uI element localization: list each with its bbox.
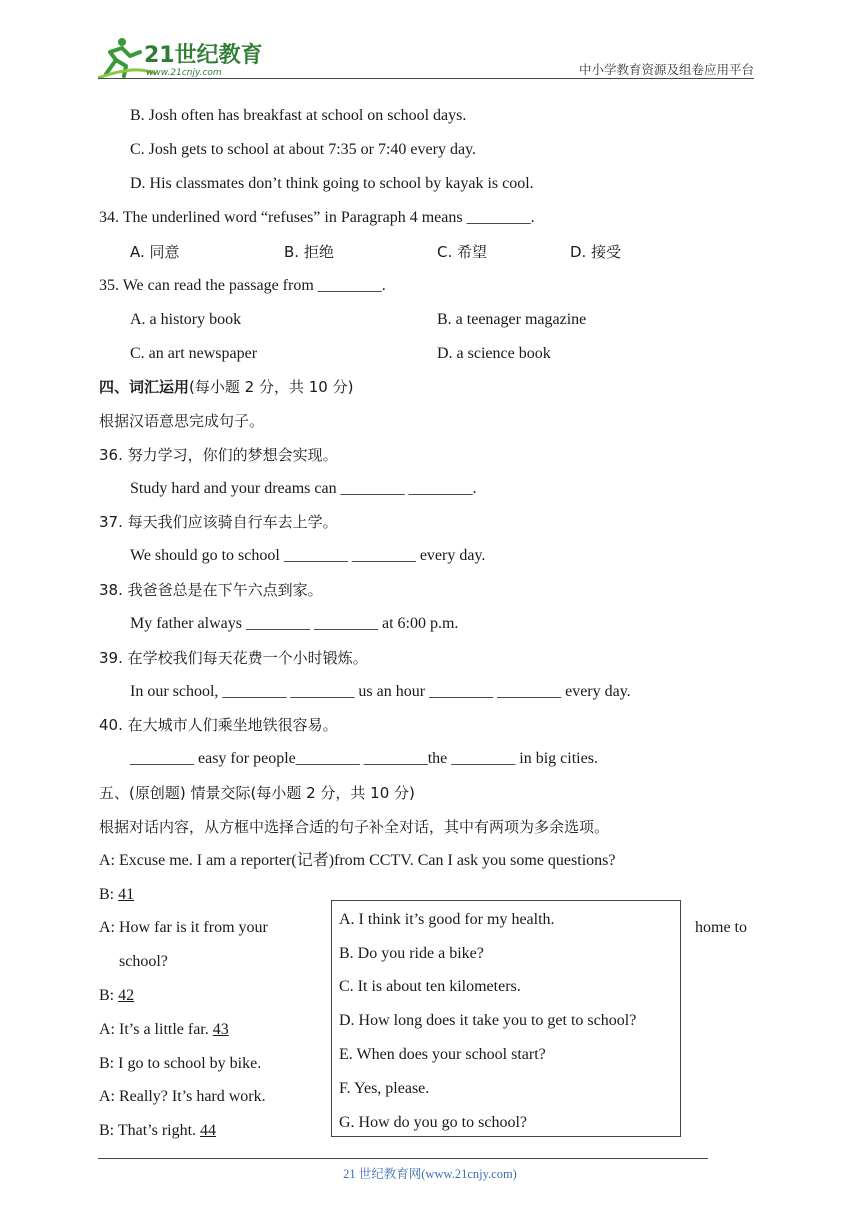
q36-english: Study hard and your dreams can ________ ________. <box>130 480 477 497</box>
dialogue-line-2 <box>99 885 134 905</box>
dialogue-text: B: That’s right. <box>99 1122 201 1139</box>
header-platform-text: 中小学教育资源及组卷应用平台 <box>578 62 754 77</box>
q35-option-a: A. a history book <box>130 311 242 328</box>
dialogue-line-6 <box>99 1020 229 1040</box>
logo-text: 21世纪教育 <box>144 43 263 68</box>
section4-score: (每小题 2 分，共 10 分) <box>189 378 354 396</box>
q36-chinese: 36. 努力学习，你们的梦想会实现。 <box>99 446 338 464</box>
option-c: C. It is about ten kilometers. <box>339 978 521 995</box>
dialogue-speaker: B: <box>99 987 119 1004</box>
q40-english: ________ easy for people________ ________the ________ in big cities. <box>130 750 598 767</box>
q34-option-b: B. 拒绝 <box>284 243 334 261</box>
option-a: A. I think it’s good for my health. <box>339 911 555 928</box>
section4-instruction: 根据汉语意思完成句子。 <box>99 412 265 430</box>
section5-title: 五、(原创题) 情景交际(每小题 2 分，共 10 分) <box>99 784 415 802</box>
q35-option-c: C. an art newspaper <box>130 345 258 362</box>
dialogue-line-5 <box>99 986 134 1006</box>
section4-title: 四、词汇运用 <box>99 378 190 396</box>
q37-chinese: 37. 每天我们应该骑自行车去上学。 <box>99 513 338 531</box>
option-b: B. Do you ride a bike? <box>339 945 484 962</box>
q34-option-c: C. 希望 <box>437 243 488 261</box>
blank-41: 41 <box>118 886 135 903</box>
q35-option-d: D. a science book <box>437 345 551 362</box>
q35-stem: 35. We can read the passage from ________. <box>99 277 386 294</box>
option-f: F. Yes, please. <box>339 1080 430 1097</box>
dialogue-line-8: A: Really? It’s hard work. <box>99 1088 266 1105</box>
dialogue-line-1: A: Excuse me. I am a reporter(记者)from CCTV. Can I ask you some questions? <box>99 852 616 869</box>
q40-chinese: 40. 在大城市人们乘坐地铁很容易。 <box>99 716 338 734</box>
q33-option-b: B. Josh often has breakfast at school on school days. <box>130 107 467 124</box>
q33-option-d: D. His classmates don’t think going to school by kayak is cool. <box>130 175 534 192</box>
q37-english: We should go to school ________ ________ every day. <box>130 547 486 564</box>
dialogue-line-9 <box>99 1121 216 1141</box>
q34-option-d: D. 接受 <box>570 243 622 261</box>
section4-heading <box>99 377 353 397</box>
q34-option-a: A. 同意 <box>130 243 180 261</box>
q33-option-c: C. Josh gets to school at about 7:35 or 7:40 every day. <box>130 141 477 158</box>
dialogue-text: A: It’s a little far. <box>99 1021 213 1038</box>
dialogue-line-7: B: I go to school by bike. <box>99 1055 262 1072</box>
q39-english: In our school, ________ ________ us an hour ________ ________ every day. <box>130 683 631 700</box>
q38-english: My father always ________ ________ at 6:00 p.m. <box>130 615 459 632</box>
option-e: E. When does your school start? <box>339 1046 546 1063</box>
q38-chinese: 38. 我爸爸总是在下午六点到家。 <box>99 581 323 599</box>
footer-text: 21 世纪教育网(www.21cnjy.com) <box>343 1167 517 1181</box>
blank-42: 42 <box>118 987 135 1004</box>
site-logo <box>96 34 266 80</box>
q35-option-b: B. a teenager magazine <box>437 311 587 328</box>
option-d: D. How long does it take you to get to school? <box>339 1012 637 1029</box>
dialogue-line-3-tail: home to <box>695 919 747 936</box>
header-divider <box>98 78 754 79</box>
dialogue-line-3: A: How far is it from your <box>99 919 268 936</box>
section5-instruction: 根据对话内容，从方框中选择合适的句子补全对话，其中有两项为多余选项。 <box>99 818 610 836</box>
dialogue-line-4: school? <box>119 953 168 970</box>
q39-chinese: 39. 在学校我们每天花费一个小时锻炼。 <box>99 649 368 667</box>
footer-divider <box>98 1158 708 1159</box>
blank-44: 44 <box>200 1122 217 1139</box>
blank-43: 43 <box>212 1021 229 1038</box>
dialogue-speaker: B: <box>99 886 119 903</box>
logo-url: www.21cnjy.com <box>146 68 222 78</box>
q34-stem: 34. The underlined word “refuses” in Paragraph 4 means ________. <box>99 209 535 226</box>
option-g: G. How do you go to school? <box>339 1114 527 1131</box>
